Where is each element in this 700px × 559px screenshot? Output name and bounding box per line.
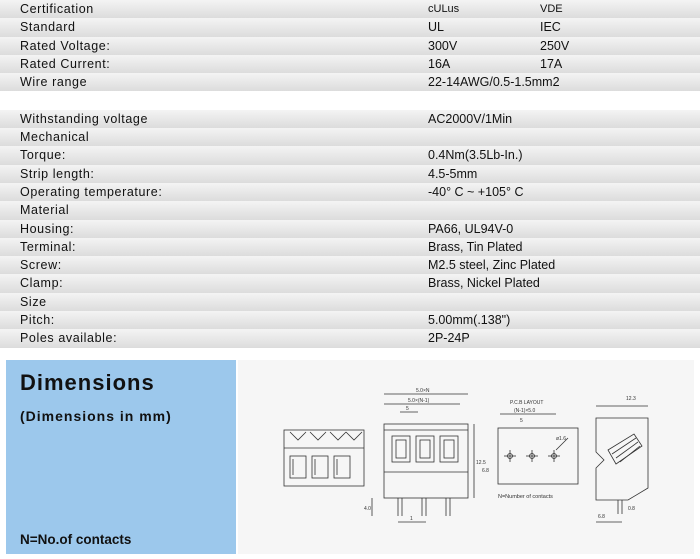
spec-value-1: -40° C ~ +105° C bbox=[428, 184, 524, 199]
spec-label: Rated Voltage: bbox=[20, 38, 111, 53]
spec-label: Operating temperature: bbox=[20, 184, 163, 199]
spec-value-1: 0.4Nm(3.5Lb-In.) bbox=[428, 148, 523, 163]
spec-row bbox=[0, 73, 700, 91]
side-width: 12.3 bbox=[626, 396, 636, 402]
spec-label: Size bbox=[20, 294, 47, 309]
spec-label: Terminal: bbox=[20, 239, 77, 254]
spec-label: Poles available: bbox=[20, 331, 118, 346]
spec-label: Housing: bbox=[20, 221, 75, 236]
dimensions-note: N=No.of contacts bbox=[20, 532, 132, 547]
pcb-span: (N-1)×5.0 bbox=[514, 408, 536, 414]
perspective-view bbox=[284, 430, 364, 486]
spec-value-2: 250V bbox=[540, 38, 570, 53]
side-pin: 0.8 bbox=[628, 506, 635, 512]
front-inner-label: 5.0×(N-1) bbox=[408, 398, 430, 404]
spec-label: Certification bbox=[20, 2, 94, 16]
dimensions-section bbox=[0, 358, 700, 557]
spec-row bbox=[0, 329, 700, 347]
drawing-svg bbox=[238, 360, 694, 554]
spec-label: Standard bbox=[20, 20, 76, 35]
spec-row bbox=[0, 238, 700, 256]
front-height-label: 12.5 bbox=[476, 460, 486, 466]
spec-value-2: IEC bbox=[540, 20, 561, 35]
side-base: 6.8 bbox=[598, 514, 605, 520]
spec-value-1: AC2000V/1Min bbox=[428, 111, 513, 126]
spec-row bbox=[0, 220, 700, 238]
pcb-pitch: 5 bbox=[520, 418, 523, 424]
spec-value-1: UL bbox=[428, 20, 444, 35]
spec-label: Mechanical bbox=[20, 130, 90, 145]
spec-row bbox=[0, 91, 700, 109]
front-view bbox=[364, 388, 486, 522]
pcb-layout bbox=[482, 400, 578, 500]
spec-row bbox=[0, 201, 700, 219]
spec-value-1: PA66, UL94V-0 bbox=[428, 221, 514, 236]
spec-value-1: 5.00mm(.138") bbox=[428, 313, 511, 328]
pcb-hole: ø1.6 bbox=[556, 436, 567, 442]
spec-row bbox=[0, 274, 700, 292]
dimensions-panel bbox=[6, 360, 236, 554]
spec-label: Pitch: bbox=[20, 313, 55, 328]
spec-row bbox=[0, 110, 700, 128]
technical-drawing bbox=[238, 360, 694, 554]
spec-value-1: Brass, Nickel Plated bbox=[428, 276, 540, 291]
side-view bbox=[596, 396, 648, 522]
spec-label: Strip length: bbox=[20, 166, 95, 181]
spec-value-1: 300V bbox=[428, 38, 458, 53]
spec-row bbox=[0, 37, 700, 55]
vde-logo: VDE bbox=[540, 3, 563, 15]
spec-value-1: 16A bbox=[428, 56, 451, 71]
spec-value-1: 22-14AWG/0.5-1.5mm2 bbox=[428, 75, 560, 90]
spec-label: Withstanding voltage bbox=[20, 111, 149, 126]
spec-row bbox=[0, 55, 700, 73]
spec-row bbox=[0, 18, 700, 36]
front-pin-width-label: 1 bbox=[410, 516, 413, 522]
spec-row bbox=[0, 0, 700, 18]
spec-label: Material bbox=[20, 203, 70, 218]
spec-row bbox=[0, 165, 700, 183]
spec-row bbox=[0, 146, 700, 164]
spec-row bbox=[0, 183, 700, 201]
spec-value-1: 2P-24P bbox=[428, 331, 470, 346]
spec-value-2: 17A bbox=[540, 56, 563, 71]
spec-row bbox=[0, 293, 700, 311]
spec-value-1: 4.5-5mm bbox=[428, 166, 478, 181]
spec-label: Rated Current: bbox=[20, 56, 111, 71]
ul-logo: cULus bbox=[428, 3, 460, 15]
dimensions-title: Dimensions bbox=[20, 370, 155, 395]
dimensions-subtitle: (Dimensions in mm) bbox=[20, 408, 172, 424]
spec-value-1: M2.5 steel, Zinc Plated bbox=[428, 258, 556, 273]
spec-row bbox=[0, 256, 700, 274]
spec-value-1: Brass, Tin Plated bbox=[428, 239, 523, 254]
front-pitch-label: 5 bbox=[406, 406, 409, 412]
pcb-title: P.C.B LAYOUT bbox=[510, 400, 544, 406]
spec-label: Clamp: bbox=[20, 276, 64, 291]
spec-label: Wire range bbox=[20, 75, 88, 90]
spec-label: Screw: bbox=[20, 258, 62, 273]
pcb-vertical: 6.8 bbox=[482, 468, 489, 474]
pcb-note: N=Number of contacts bbox=[498, 494, 553, 500]
front-pin-label: 4.0 bbox=[364, 506, 371, 512]
spec-label: Torque: bbox=[20, 148, 66, 163]
spec-row bbox=[0, 311, 700, 329]
front-width-label: 5.0×N bbox=[416, 388, 430, 394]
spec-row bbox=[0, 128, 700, 146]
